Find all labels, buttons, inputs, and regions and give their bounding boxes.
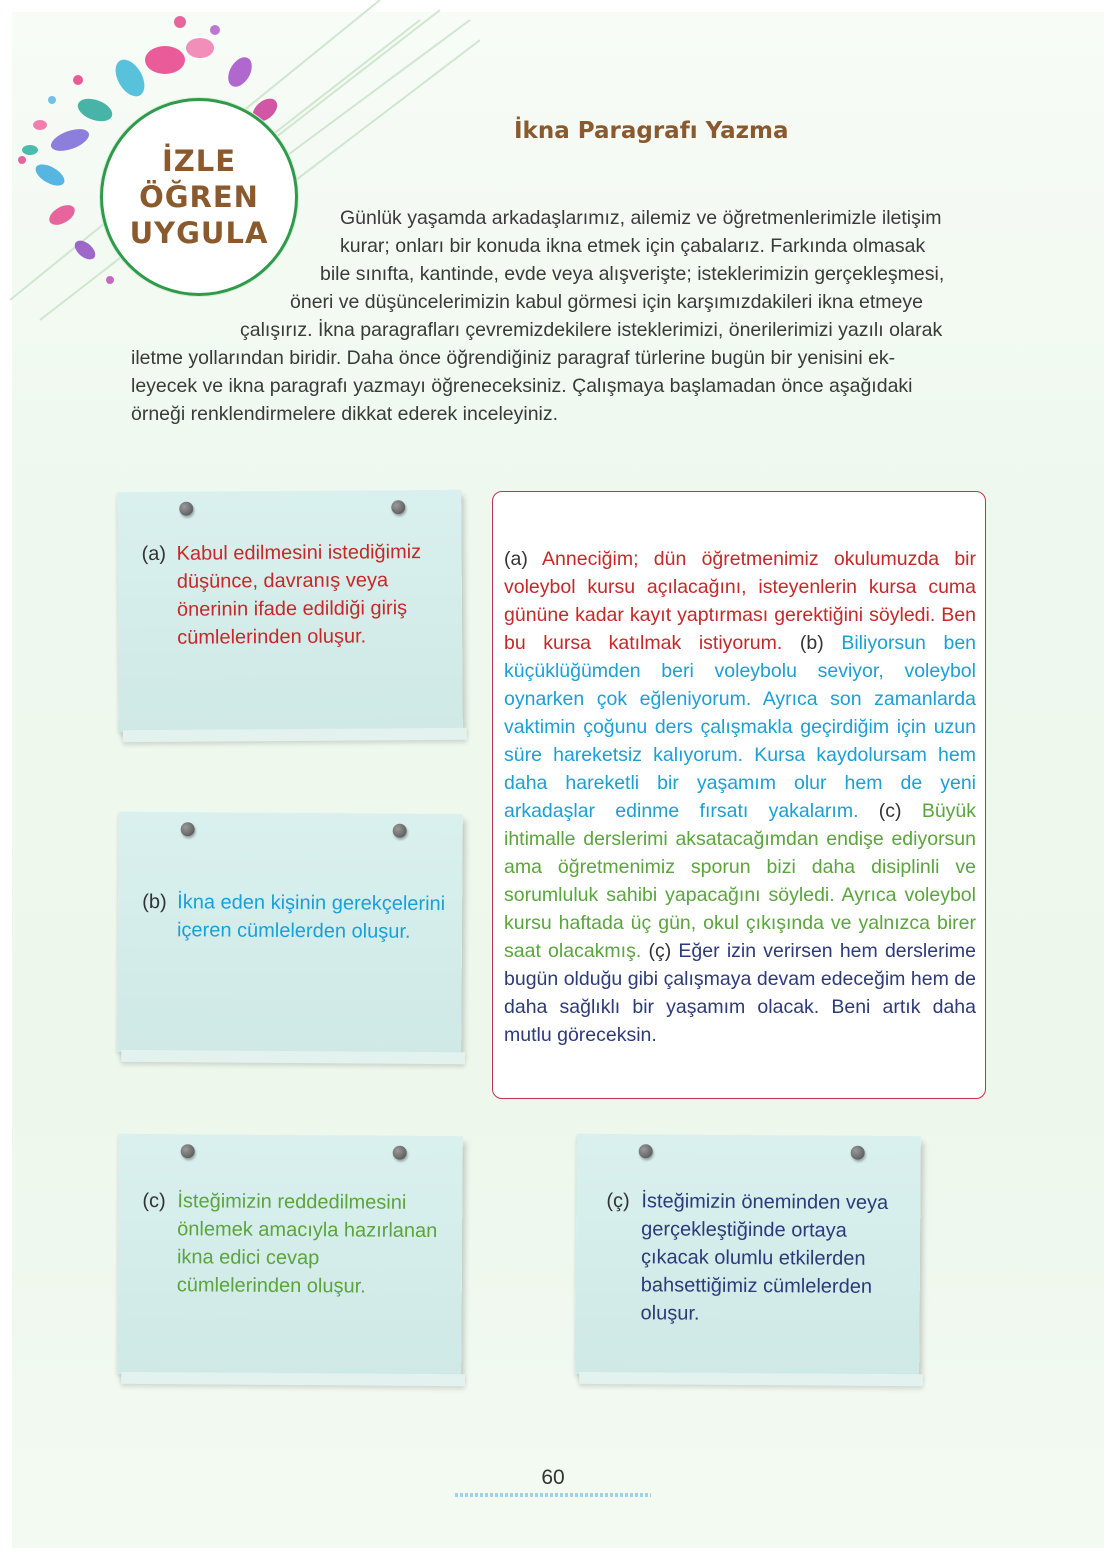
intro-line-7: leyecek ve ikna paragrafı yazmayı öğreneceksiniz. Çalışmaya başlamadan önce aşağıdaki (131, 375, 913, 397)
note-a (117, 490, 463, 732)
intro-line-8: örneği renklendirmelere dikkat ederek inceleyiniz. (131, 403, 559, 425)
note-a-label: (a) (141, 542, 167, 566)
pin-icon (639, 1144, 653, 1158)
page-number-underline (455, 1493, 651, 1497)
badge-line-3: UYGULA (129, 216, 269, 250)
badge-line-1: İZLE (161, 144, 237, 178)
pin-icon (179, 502, 193, 516)
note-c (117, 1134, 463, 1376)
intro-line-1: Günlük yaşamda arkadaşlarımız, ailemiz ve öğretmenlerimizle iletişim (340, 207, 942, 229)
note-b-text: İkna eden kişinin gerekçelerini içeren cümlelerden oluşur. (176, 891, 446, 943)
page-title: İkna Paragrafı Yazma (514, 118, 789, 144)
example-paragraph-box (492, 491, 986, 1099)
note-b-label: (b) (142, 890, 167, 914)
intro-line-4: öneri ve düşüncelerimizin kabul görmesi için karşımızdakileri ikna etmeye (290, 291, 923, 313)
note-cc (575, 1134, 921, 1376)
pin-icon (181, 1144, 195, 1158)
intro-line-6: iletme yollarından biridir. Daha önce öğrendiğiniz paragraf türlerine bugün bir yenisini ek- (131, 347, 896, 369)
example-c-label: (c) (878, 800, 902, 822)
pin-icon (181, 822, 195, 836)
example-cc-text: Eğer izin verirsen hem derslerime bugün olduğu gibi çalışmaya devam edeceğim hem de daha sağlıklı bir yaşamım olacak. Beni artık daha mutlu göreceksin. (504, 940, 976, 1046)
intro-line-5: çalışırız. İkna paragrafları çevremizdekilere isteklerimizi, önerilerimizi yazılı olarak (240, 319, 943, 341)
pin-icon (391, 500, 405, 514)
intro-line-2: kurar; onları bir konuda ikna etmek için çabalarız. Farkında olmasak (340, 235, 926, 257)
badge-line-2: ÖĞREN (139, 180, 259, 214)
note-a-text: Kabul edilmesini istediğimiz düşünce, davranış veya önerinin ifade edildiği giriş cümlelerinden oluşur. (176, 541, 422, 649)
note-c-text: İsteğimizin reddedilmesini önlemek amacıyla hazırlanan ikna edici cevap cümlelerinden oluşur. (176, 1190, 438, 1298)
intro-line-3: bile sınıfta, kantinde, evde veya alışverişte; isteklerimizin gerçekleşmesi, (320, 263, 945, 285)
example-a-label: (a) (504, 548, 528, 570)
example-paragraph (504, 545, 976, 1049)
example-b-text: Biliyorsun ben küçüklüğümden beri voleybolu seviyor, voleybol oynarken çok eğleniyorum. Ayrıca son zamanlarda vaktimin çoğunu ders çalışmakla geçirdiğim için uzun süre hareketsiz kalıyorum. Kursa kaydolursam hem daha hareketli bir yaşamım olur hem de yeni arkadaşlar edinme fırsatı yakalarım. (504, 632, 977, 822)
example-c-text: Büyük ihtimalle derslerimi aksatacağımdan endişe ediyorsun ama öğretmenimiz sporun bizi daha disiplinli ve sorumluluk sahibi yapacağını söyledi. Ayrıca voleybol kursu haftada üç gün, okul çıkışında ve yalnızca birer saat olacakmış. (504, 800, 977, 962)
note-cc-label: (ç) (606, 1190, 630, 1213)
pin-icon (393, 824, 407, 838)
note-cc-text: İsteğimizin öneminden veya gerçekleştiğinde ortaya çıkacak olumlu etkilerden bahsettiğimiz cümlelerden oluşur. (640, 1190, 889, 1325)
izle-ogren-uygula-badge (100, 98, 298, 296)
pin-icon (851, 1146, 865, 1160)
example-cc-label: (ç) (648, 940, 672, 962)
example-a-text: Anneciğim; dün öğretmenimiz okulumuzda bir voleybol kursu açılacağını, isteyenlerin kursa cuma gününe kadar kayıt yaptırması gerektiğini söyledi. Ben bu kursa katılmak istiyorum. (504, 548, 976, 654)
pin-icon (393, 1146, 407, 1160)
note-b (117, 812, 463, 1054)
note-c-label: (c) (142, 1189, 166, 1213)
page-number: 60 (541, 1466, 565, 1489)
example-b-label: (b) (799, 632, 824, 654)
